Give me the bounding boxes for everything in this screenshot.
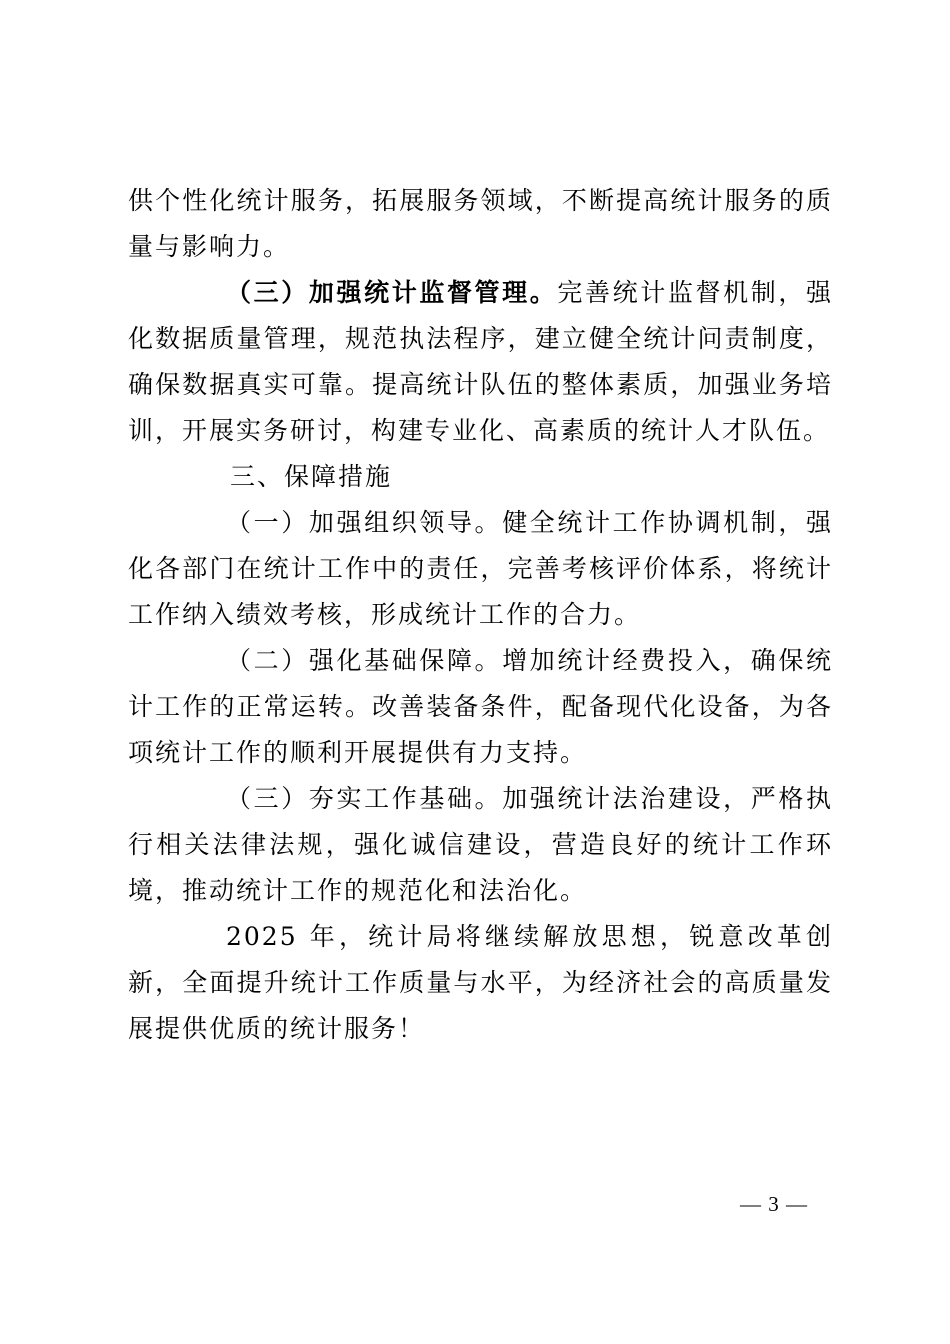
paragraph-text: 完善统计监督机制，强化数据质量管理，规范执法程序，建立健全统计问责制度，确保数据真实可靠。提高统计队伍的整体素质，加强业务培训，开展实务研讨，构建专业化、高素质的统计人才队伍。 [128, 278, 833, 445]
paragraph-text: 加强统计法治建设，严格执行相关法律法规，强化诚信建设，营造良好的统计工作环境，推动统计工作的规范化和法治化。 [128, 784, 833, 905]
paragraph-text: 增加统计经费投入，确保统计工作的正常运转。改善装备条件，配备现代化设备，为各项统计工作的顺利开展提供有力支持。 [128, 646, 833, 767]
paragraph-continuation: 供个性化统计服务，拓展服务领域，不断提高统计服务的质量与影响力。 [128, 186, 833, 261]
paragraph-text: 健全统计工作协调机制，强化各部门在统计工作中的责任，完善考核评价体系，将统计工作纳入绩效考核，形成统计工作的合力。 [128, 508, 833, 629]
paragraph-supervision [128, 270, 833, 454]
paragraph-lead: （一）加强组织领导。 [226, 508, 503, 537]
paragraph-closing: 2025 年，统计局将继续解放思想，锐意改革创新，全面提升统计工作质量与水平，为经济社会的高质量发展提供优质的统计服务！ [128, 922, 833, 1043]
paragraph-foundation-support [128, 638, 833, 776]
section-heading: 三、保障措施 [230, 462, 393, 491]
paragraph-lead: （二）强化基础保障。 [226, 646, 503, 675]
paragraph-work-basis [128, 776, 833, 914]
paragraph-lead: （三）夯实工作基础。 [226, 784, 503, 813]
document-body [128, 178, 833, 1052]
paragraph-organization [128, 500, 833, 638]
paragraph-lead: （三）加强统计监督管理。 [226, 278, 558, 307]
page-number: — 3 — [740, 1192, 808, 1216]
